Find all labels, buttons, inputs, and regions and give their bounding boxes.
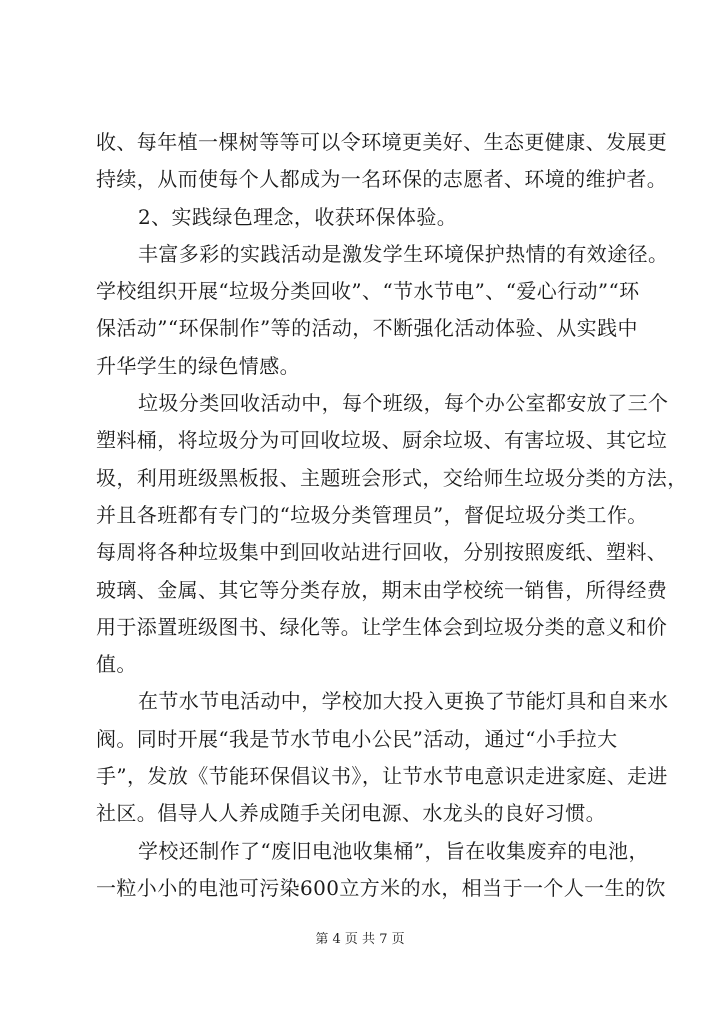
text-line: 丰富多彩的实践活动是激发学生环境保护热情的有效途径。 bbox=[138, 241, 669, 266]
text-line: 并且各班都有专门的“垃圾分类管理员”，督促垃圾分类工作。 bbox=[96, 502, 648, 527]
text-line: 升华学生的绿色情感。 bbox=[96, 353, 300, 378]
text-line: 手”，发放《节能环保倡议书》，让节水节电意识走进家庭、走进 bbox=[96, 764, 668, 789]
text-line: 在节水节电活动中，学校加大投入更换了节能灯具和自来水 bbox=[138, 689, 669, 714]
text-line: 持续，从而使每个人都成为一名环保的志愿者、环境的维护者。 bbox=[96, 167, 668, 192]
text-line: 塑料桶，将垃圾分为可回收垃圾、厨余垃圾、有害垃圾、其它垃 bbox=[96, 428, 668, 453]
text-line: 值。 bbox=[96, 652, 137, 677]
text-line: 保活动”“环保制作”等的活动，不断强化活动体验、从实践中 bbox=[96, 316, 638, 341]
text-line: 圾，利用班级黑板报、主题班会形式，交给师生垃圾分类的方法， bbox=[96, 465, 688, 490]
text-line: 玻璃、金属、其它等分类存放，期末由学校统一销售，所得经费 bbox=[96, 577, 668, 602]
page-footer: 第 4 页 共 7 页 bbox=[315, 932, 405, 947]
text-line: 每周将各种垃圾集中到回收站进行回收，分别按照废纸、塑料、 bbox=[96, 540, 668, 565]
text-line: 学校还制作了“废旧电池收集桶”，旨在收集废弃的电池， bbox=[138, 838, 649, 863]
text-line: 收、每年植一棵树等等可以令环境更美好、生态更健康、发展更 bbox=[96, 130, 668, 154]
document-body bbox=[96, 124, 688, 907]
text-line: 社区。倡导人人养成随手关闭电源、水龙头的良好习惯。 bbox=[96, 801, 606, 826]
text-line: 学校组织开展“垃圾分类回收”、“节水节电”、“爱心行动”“环 bbox=[96, 279, 640, 304]
text-line: 一粒小小的电池可污染600立方米的水，相当于一个人一生的饮 bbox=[96, 875, 666, 900]
text-line: 垃圾分类回收活动中，每个班级，每个办公室都安放了三个 bbox=[138, 391, 669, 416]
text-line: 用于添置班级图书、绿化等。让学生体会到垃圾分类的意义和价 bbox=[96, 614, 668, 639]
text-line: 2、实践绿色理念，收获环保体验。 bbox=[138, 204, 458, 229]
text-line: 阀。同时开展“我是节水节电小公民”活动，通过“小手拉大 bbox=[96, 726, 618, 751]
